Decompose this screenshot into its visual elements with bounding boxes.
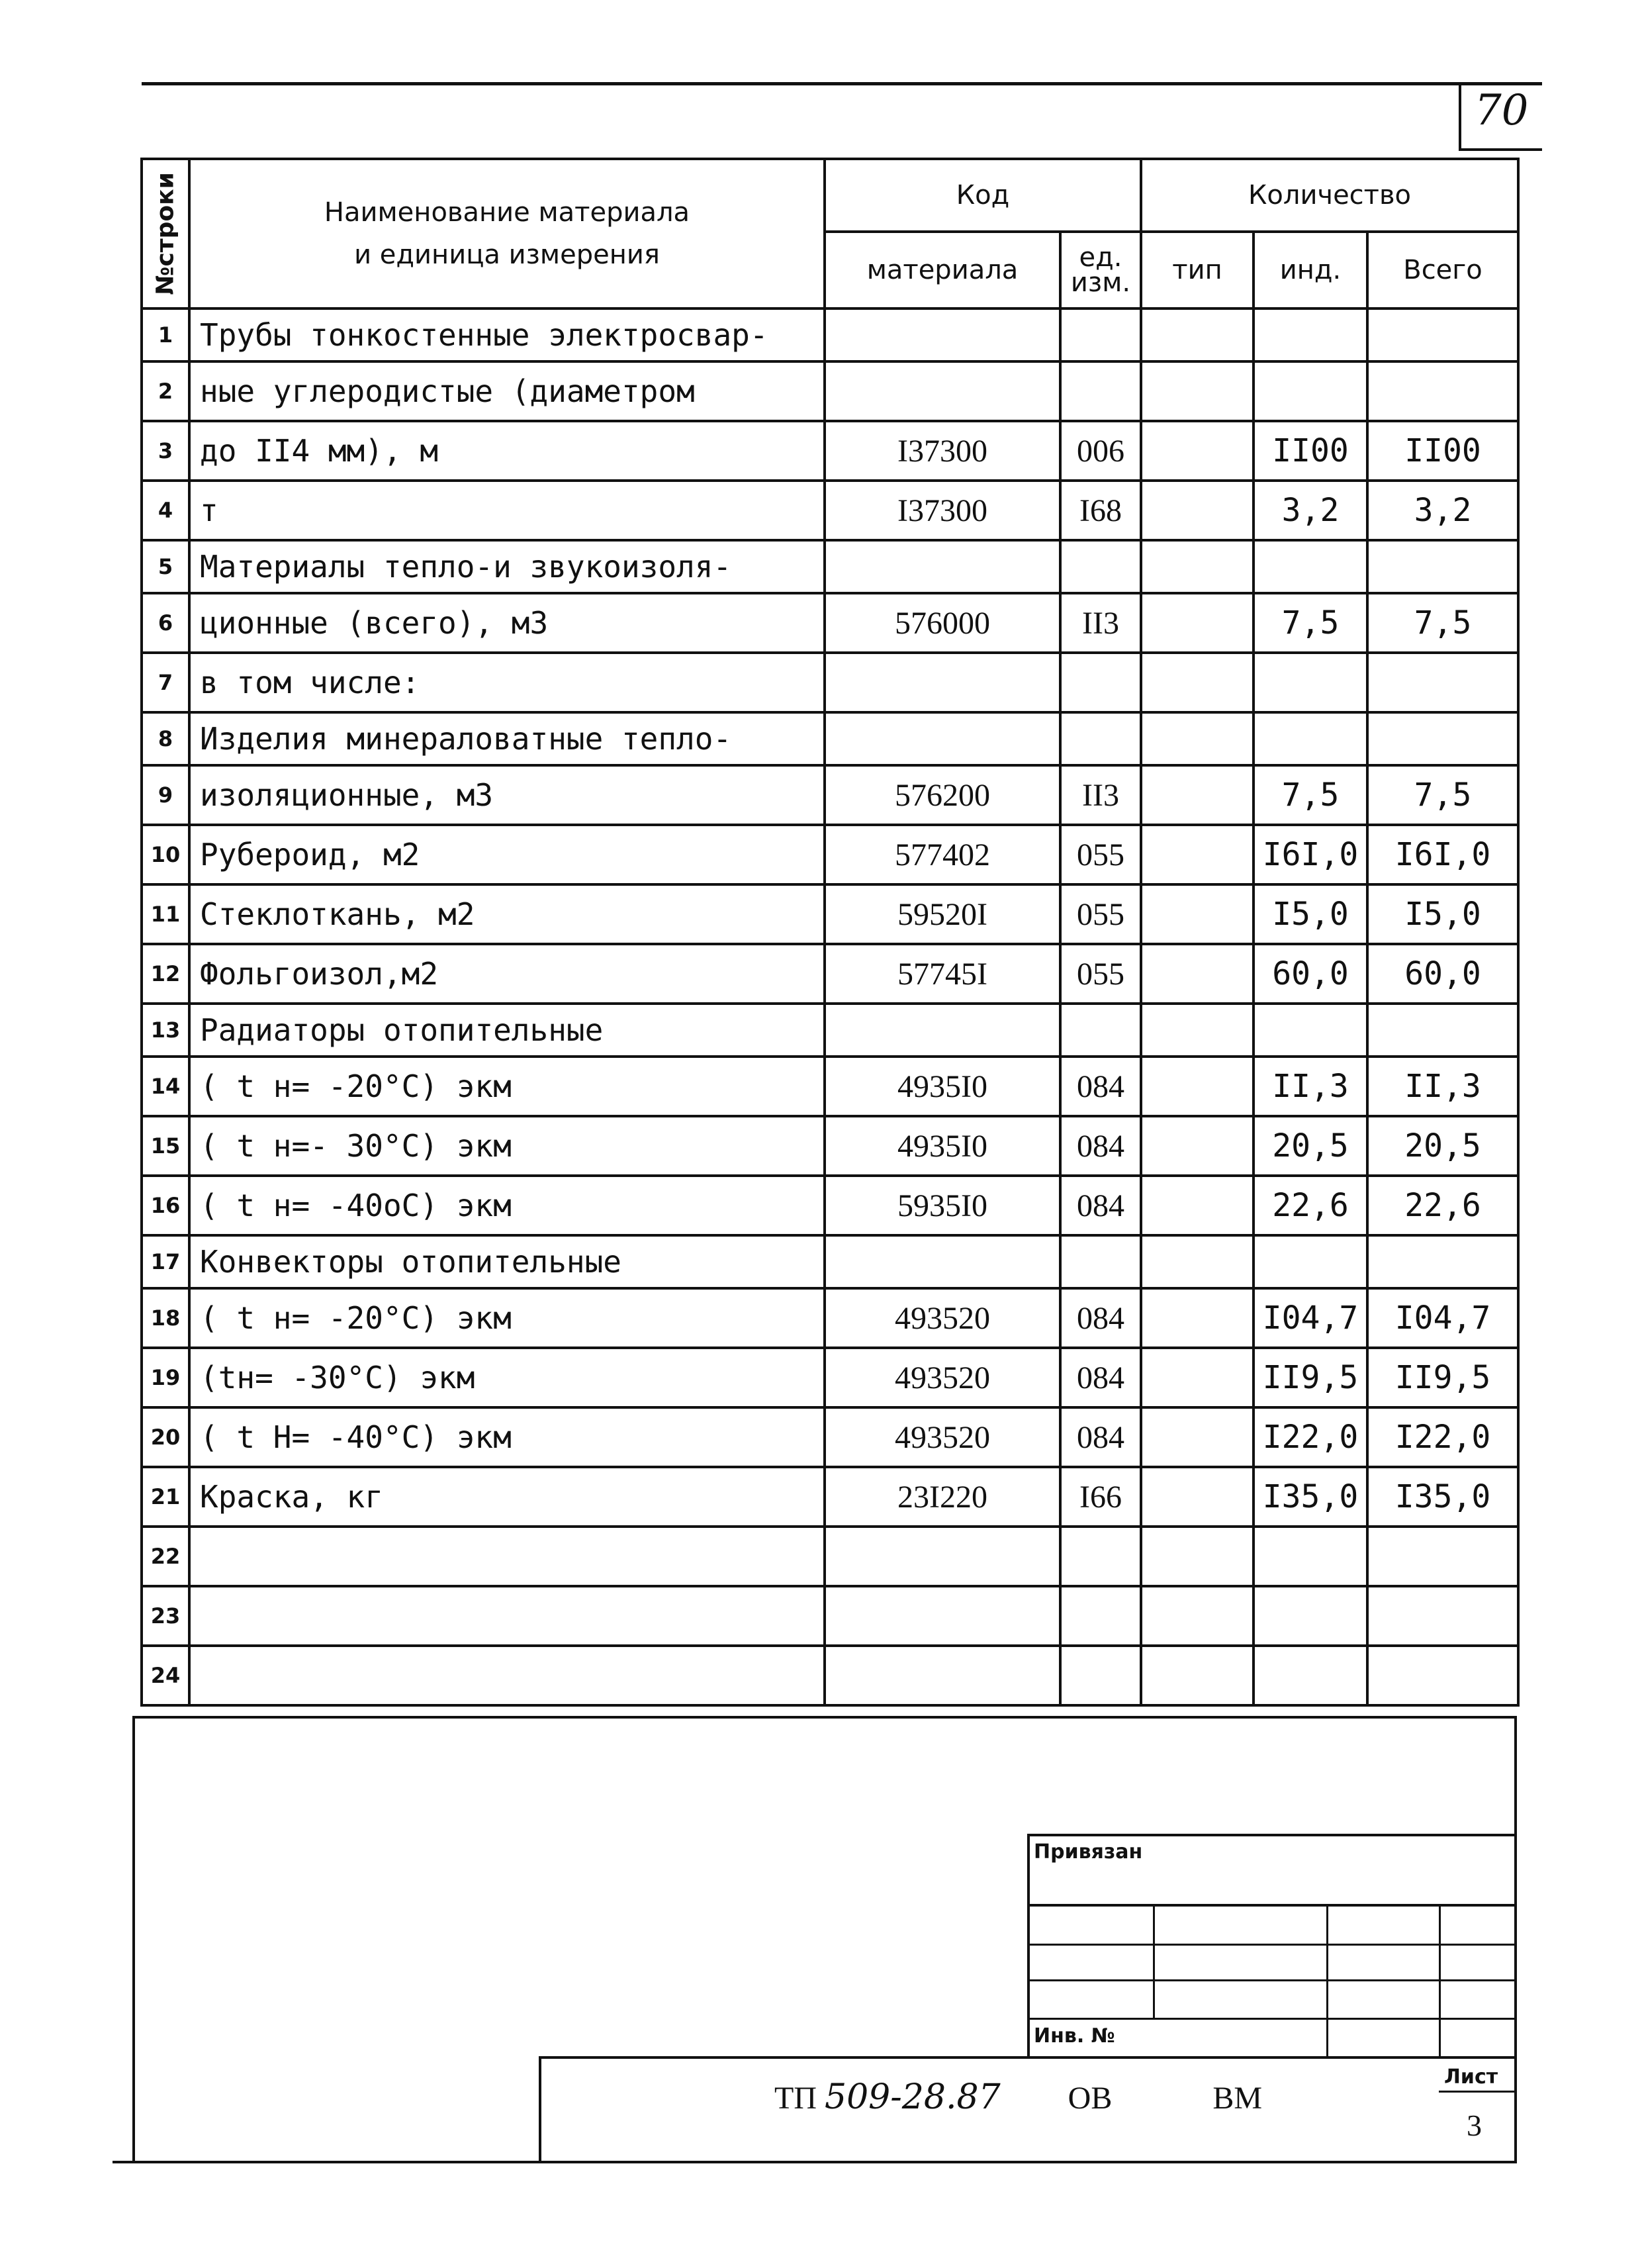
qty-ind-cell [1254, 361, 1367, 421]
doc-suffix-ov: ОВ [1068, 2081, 1113, 2116]
material-code-cell: 576200 [825, 765, 1060, 825]
stamp-top-rule [132, 1716, 1517, 1719]
qty-total-cell [1367, 540, 1518, 593]
material-name-cell: ционные (всего), м3 [189, 593, 825, 653]
row-number-cell: 20 [142, 1407, 189, 1467]
qty-ind-cell: II00 [1254, 421, 1367, 481]
material-code-cell: 4935I0 [825, 1116, 1060, 1176]
material-name-cell [189, 1527, 825, 1586]
qty-type-cell [1141, 1176, 1254, 1235]
material-name-cell: Краска, кг [189, 1467, 825, 1527]
table-row [142, 308, 1518, 361]
qty-total-cell: II,3 [1367, 1057, 1518, 1116]
qty-type-cell [1141, 1116, 1254, 1176]
qty-type-cell [1141, 1348, 1254, 1407]
material-code-cell [825, 1586, 1060, 1646]
unit-code-cell: 084 [1060, 1288, 1141, 1348]
qty-total-cell: 20,5 [1367, 1116, 1518, 1176]
material-name-cell: ( t H= -40°C) экм [189, 1407, 825, 1467]
material-name-cell: ( t н= -40оС) экм [189, 1176, 825, 1235]
row-number-cell: 1 [142, 308, 189, 361]
row-number-cell: 7 [142, 653, 189, 712]
qty-total-cell: II9,5 [1367, 1348, 1518, 1407]
material-name-cell [189, 1586, 825, 1646]
material-code-cell: 59520I [825, 884, 1060, 944]
qty-type-cell [1141, 421, 1254, 481]
qty-type-cell [1141, 1407, 1254, 1467]
bound-line-3 [1027, 1979, 1517, 1981]
qty-type-cell [1141, 593, 1254, 653]
qty-total-cell [1367, 361, 1518, 421]
row-number-cell: 11 [142, 884, 189, 944]
qty-type-cell [1141, 361, 1254, 421]
inv-label: Инв. № [1034, 2024, 1115, 2048]
qty-type-cell [1141, 1004, 1254, 1057]
bound-line-4 [1027, 2018, 1517, 2020]
header-code-material: материала [825, 232, 1060, 308]
row-number-cell: 18 [142, 1288, 189, 1348]
qty-ind-cell [1254, 1235, 1367, 1288]
qty-ind-cell: 60,0 [1254, 944, 1367, 1004]
qty-total-cell: 7,5 [1367, 765, 1518, 825]
row-number-cell: 10 [142, 825, 189, 884]
qty-total-cell: I35,0 [1367, 1467, 1518, 1527]
material-name-cell: Изделия минераловатные тепло- [189, 712, 825, 765]
table-row [142, 1116, 1518, 1176]
header-qty-ind: инд. [1254, 232, 1367, 308]
table-row [142, 593, 1518, 653]
material-name-cell [189, 1646, 825, 1705]
material-code-cell [825, 1646, 1060, 1705]
qty-type-cell [1141, 765, 1254, 825]
qty-type-cell [1141, 1057, 1254, 1116]
unit-code-cell: II3 [1060, 765, 1141, 825]
material-name-cell: Материалы тепло-и звукоизоля- [189, 540, 825, 593]
table-row [142, 944, 1518, 1004]
table-row [142, 825, 1518, 884]
material-name-cell: Фольгоизол,м2 [189, 944, 825, 1004]
material-code-cell [825, 540, 1060, 593]
qty-ind-cell: 20,5 [1254, 1116, 1367, 1176]
qty-total-cell: 7,5 [1367, 593, 1518, 653]
row-number-cell: 8 [142, 712, 189, 765]
qty-ind-cell: II9,5 [1254, 1348, 1367, 1407]
qty-type-cell [1141, 1288, 1254, 1348]
material-code-cell: 5935I0 [825, 1176, 1060, 1235]
doc-suffix-vm: ВМ [1212, 2081, 1263, 2116]
qty-total-cell: I04,7 [1367, 1288, 1518, 1348]
qty-total-cell: II00 [1367, 421, 1518, 481]
qty-total-cell [1367, 712, 1518, 765]
material-code-cell: 57745I [825, 944, 1060, 1004]
header-row-number: №строки [142, 159, 189, 308]
bound-vline-3 [1439, 1904, 1441, 2057]
sheet-value: 3 [1467, 2108, 1482, 2142]
qty-total-cell: I5,0 [1367, 884, 1518, 944]
qty-ind-cell [1254, 1004, 1367, 1057]
table-row [142, 1467, 1518, 1527]
qty-ind-cell: II,3 [1254, 1057, 1367, 1116]
qty-type-cell [1141, 481, 1254, 540]
material-code-cell [825, 308, 1060, 361]
unit-code-cell [1060, 1235, 1141, 1288]
unit-code-cell: 006 [1060, 421, 1141, 481]
row-number-cell: 2 [142, 361, 189, 421]
unit-code-cell: II3 [1060, 593, 1141, 653]
table-row [142, 653, 1518, 712]
sheet-number-box-bottom [1459, 148, 1542, 151]
material-code-cell [825, 653, 1060, 712]
material-code-cell: 576000 [825, 593, 1060, 653]
row-number-cell: 15 [142, 1116, 189, 1176]
bound-label: Привязан [1034, 1840, 1143, 1864]
qty-ind-cell: I04,7 [1254, 1288, 1367, 1348]
row-number-cell: 19 [142, 1348, 189, 1407]
material-name-cell: т [189, 481, 825, 540]
row-number-cell: 21 [142, 1467, 189, 1527]
material-code-cell: 493520 [825, 1407, 1060, 1467]
qty-ind-cell [1254, 1646, 1367, 1705]
table-row [142, 1288, 1518, 1348]
row-number-cell: 23 [142, 1586, 189, 1646]
unit-code-cell: 084 [1060, 1057, 1141, 1116]
qty-type-cell [1141, 1527, 1254, 1586]
qty-ind-cell: 7,5 [1254, 765, 1367, 825]
material-name-cell: до II4 мм), м [189, 421, 825, 481]
table-row [142, 712, 1518, 765]
document-code [774, 2077, 1262, 2117]
material-name-cell: ( t н= -20°C) экм [189, 1057, 825, 1116]
qty-type-cell [1141, 884, 1254, 944]
table-row [142, 1646, 1518, 1705]
material-name-cell: Конвекторы отопительные [189, 1235, 825, 1288]
material-name-cell: (tн= -30°C) экм [189, 1348, 825, 1407]
qty-total-cell [1367, 308, 1518, 361]
qty-type-cell [1141, 1467, 1254, 1527]
qty-total-cell: I22,0 [1367, 1407, 1518, 1467]
qty-ind-cell: I22,0 [1254, 1407, 1367, 1467]
stamp-right-rule [1514, 1716, 1517, 2162]
material-name-cell: изоляционные, м3 [189, 765, 825, 825]
table-row [142, 1348, 1518, 1407]
material-code-cell [825, 712, 1060, 765]
unit-code-cell: 055 [1060, 825, 1141, 884]
material-code-cell: I37300 [825, 421, 1060, 481]
material-code-cell [825, 1235, 1060, 1288]
unit-code-cell [1060, 712, 1141, 765]
unit-code-cell: 055 [1060, 944, 1141, 1004]
material-code-cell [825, 1004, 1060, 1057]
stamp-left-rule [132, 1716, 135, 2162]
unit-code-cell: 084 [1060, 1348, 1141, 1407]
unit-code-cell: I68 [1060, 481, 1141, 540]
material-name-cell: Рубероид, м2 [189, 825, 825, 884]
unit-code-cell: 055 [1060, 884, 1141, 944]
row-number-cell: 17 [142, 1235, 189, 1288]
qty-type-cell [1141, 825, 1254, 884]
header-qty-type: тип [1141, 232, 1254, 308]
table-row [142, 765, 1518, 825]
row-number-cell: 4 [142, 481, 189, 540]
bound-vline-1 [1153, 1904, 1155, 2018]
material-code-cell: I37300 [825, 481, 1060, 540]
unit-code-cell [1060, 1586, 1141, 1646]
qty-total-cell: 3,2 [1367, 481, 1518, 540]
unit-code-cell [1060, 1646, 1141, 1705]
qty-ind-cell [1254, 308, 1367, 361]
qty-ind-cell [1254, 653, 1367, 712]
table-row [142, 1176, 1518, 1235]
qty-total-cell [1367, 1235, 1518, 1288]
qty-total-cell [1367, 653, 1518, 712]
table-row [142, 361, 1518, 421]
qty-type-cell [1141, 308, 1254, 361]
doc-box-top [539, 2056, 1517, 2059]
material-name-cell: ( t н=- 30°C) экм [189, 1116, 825, 1176]
qty-ind-cell: I6I,0 [1254, 825, 1367, 884]
stamp-bottom-rule [113, 2161, 1517, 2163]
sheet-cell-divider [1439, 2091, 1517, 2093]
top-rule [142, 82, 1542, 85]
table-row [142, 1407, 1518, 1467]
header-code-unit: ед. изм. [1060, 232, 1141, 308]
qty-ind-cell: I5,0 [1254, 884, 1367, 944]
material-name-cell: ные углеродистые (диаметром [189, 361, 825, 421]
material-name-cell: Радиаторы отопительные [189, 1004, 825, 1057]
material-name-cell: в том числе: [189, 653, 825, 712]
table-row [142, 884, 1518, 944]
table-row [142, 1586, 1518, 1646]
row-number-cell: 12 [142, 944, 189, 1004]
qty-total-cell [1367, 1527, 1518, 1586]
unit-code-cell: 084 [1060, 1116, 1141, 1176]
material-name-cell: ( t н= -20°C) экм [189, 1288, 825, 1348]
qty-ind-cell [1254, 712, 1367, 765]
table-row [142, 421, 1518, 481]
qty-total-cell [1367, 1004, 1518, 1057]
unit-code-cell: I66 [1060, 1467, 1141, 1527]
materials-table [140, 158, 1520, 1707]
unit-code-cell [1060, 540, 1141, 593]
qty-ind-cell: 7,5 [1254, 593, 1367, 653]
row-number-cell: 13 [142, 1004, 189, 1057]
row-number-cell: 3 [142, 421, 189, 481]
qty-total-cell: 60,0 [1367, 944, 1518, 1004]
material-code-cell [825, 1527, 1060, 1586]
doc-number: 509-28.87 [824, 2077, 1001, 2117]
unit-code-cell [1060, 1527, 1141, 1586]
table-row [142, 1235, 1518, 1288]
qty-ind-cell: I35,0 [1254, 1467, 1367, 1527]
doc-box-left [539, 2056, 541, 2162]
material-code-cell: 577402 [825, 825, 1060, 884]
material-code-cell [825, 361, 1060, 421]
row-number-cell: 24 [142, 1646, 189, 1705]
header-quantity: Количество [1141, 159, 1518, 232]
unit-code-cell [1060, 653, 1141, 712]
qty-ind-cell [1254, 1527, 1367, 1586]
qty-total-cell [1367, 1646, 1518, 1705]
bound-box-top [1027, 1834, 1517, 1836]
unit-code-cell [1060, 361, 1141, 421]
qty-type-cell [1141, 1586, 1254, 1646]
row-number-cell: 16 [142, 1176, 189, 1235]
table-row [142, 1527, 1518, 1586]
qty-type-cell [1141, 944, 1254, 1004]
qty-type-cell [1141, 540, 1254, 593]
qty-type-cell [1141, 1235, 1254, 1288]
sheet-label: Лист [1444, 2065, 1498, 2089]
header-code: Код [825, 159, 1141, 232]
row-number-cell: 9 [142, 765, 189, 825]
material-code-cell: 23I220 [825, 1467, 1060, 1527]
row-number-cell: 5 [142, 540, 189, 593]
unit-code-cell [1060, 308, 1141, 361]
qty-type-cell [1141, 1646, 1254, 1705]
unit-code-cell: 084 [1060, 1407, 1141, 1467]
row-number-cell: 22 [142, 1527, 189, 1586]
doc-prefix: ТП [774, 2081, 817, 2116]
qty-ind-cell [1254, 540, 1367, 593]
bound-line-1 [1027, 1904, 1517, 1907]
bound-vline-2 [1326, 1904, 1328, 2057]
qty-type-cell [1141, 653, 1254, 712]
material-code-cell: 493520 [825, 1288, 1060, 1348]
table-row [142, 1004, 1518, 1057]
unit-code-cell [1060, 1004, 1141, 1057]
unit-code-cell: 084 [1060, 1176, 1141, 1235]
qty-total-cell: I6I,0 [1367, 825, 1518, 884]
sheet-number: 70 [1475, 86, 1529, 135]
material-name-cell: Трубы тонкостенные электросвар- [189, 308, 825, 361]
bound-line-2 [1027, 1944, 1517, 1946]
qty-type-cell [1141, 712, 1254, 765]
table-row [142, 540, 1518, 593]
qty-total-cell: 22,6 [1367, 1176, 1518, 1235]
row-number-cell: 6 [142, 593, 189, 653]
material-name-cell: Стеклоткань, м2 [189, 884, 825, 944]
row-number-cell: 14 [142, 1057, 189, 1116]
qty-ind-cell [1254, 1586, 1367, 1646]
qty-total-cell [1367, 1586, 1518, 1646]
material-code-cell: 493520 [825, 1348, 1060, 1407]
table-body [142, 308, 1518, 1705]
material-code-cell: 4935I0 [825, 1057, 1060, 1116]
header-qty-total: Всего [1367, 232, 1518, 308]
header-material-name: Наименование материала и единица измерения [189, 159, 825, 308]
sheet-number-box [1459, 82, 1461, 150]
qty-ind-cell: 3,2 [1254, 481, 1367, 540]
qty-ind-cell: 22,6 [1254, 1176, 1367, 1235]
bound-box-left [1027, 1834, 1030, 2059]
table-row [142, 1057, 1518, 1116]
table-row [142, 481, 1518, 540]
